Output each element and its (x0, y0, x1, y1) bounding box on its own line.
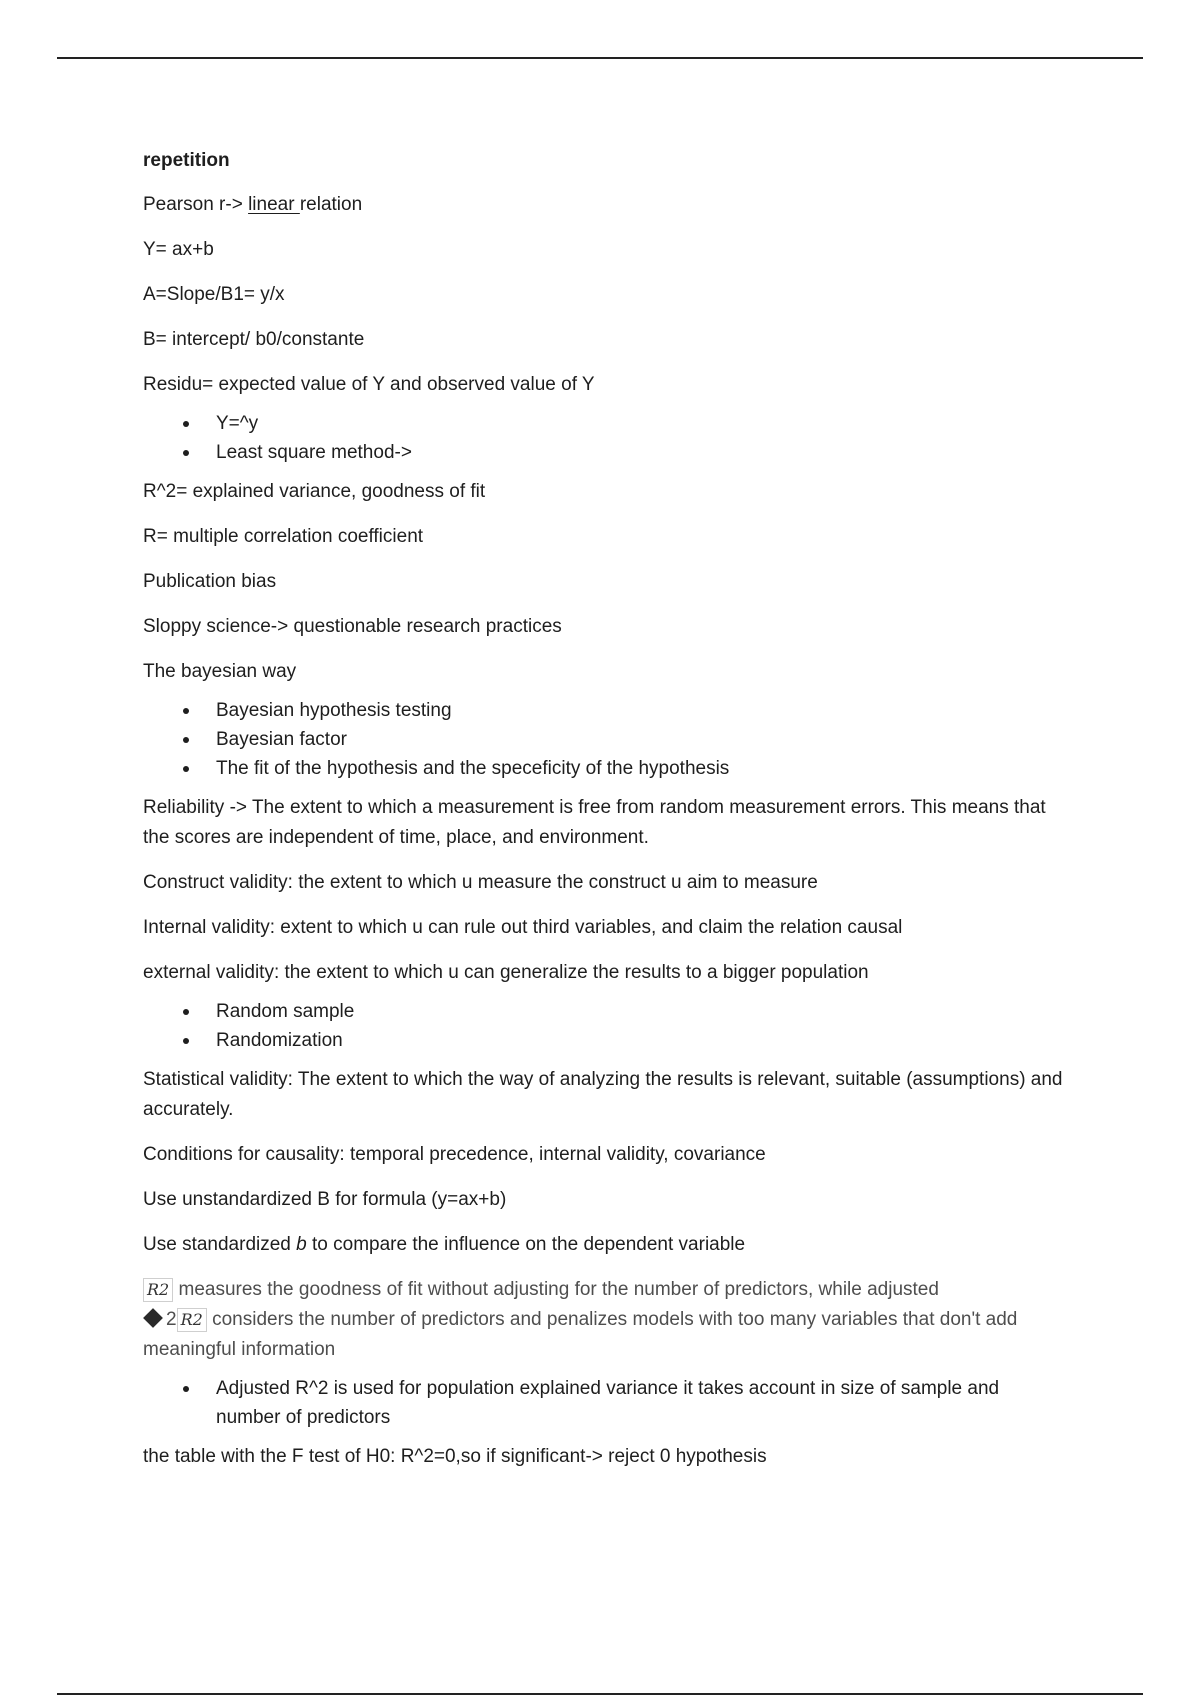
bullet-item: Bayesian hypothesis testing (143, 696, 1063, 725)
text-line: Construct validity: the extent to which u measure the construct u aim to measure (143, 872, 818, 893)
bullet-item: Bayesian factor (143, 725, 1063, 754)
text-line: Sloppy science-> questionable research practices (143, 616, 562, 637)
text-line: Internal validity: extent to which u can rule out third variables, and claim the relation causal (143, 917, 903, 938)
header-rule (57, 57, 1143, 59)
bullet-item: The fit of the hypothesis and the speceficity of the hypothesis (143, 754, 1063, 783)
text-line: R= multiple correlation coefficient (143, 526, 424, 547)
bullet-list (143, 997, 1063, 1055)
bullet-list (143, 409, 1063, 467)
text-line: Use unstandardized B for formula (y=ax+b) (143, 1189, 507, 1210)
text-line: Residu= expected value of Y and observed value of Y (143, 374, 595, 395)
pearson-line (143, 190, 1063, 220)
text-line: The bayesian way (143, 661, 297, 682)
pearson-underlined: linear (248, 194, 300, 215)
text-line: Reliability -> The extent to which a measurement is free from random measurement errors. This means that the scores are independent of time, place, and environment. (143, 797, 1046, 848)
text-line: Y= ax+b (143, 239, 214, 260)
page-title: repetition (143, 150, 230, 171)
bullet-list (143, 696, 1063, 783)
unknown-glyph-icon (143, 1308, 163, 1328)
text-line: the table with the F test of H0: R^2=0,so if significant-> reject 0 hypothesis (143, 1446, 767, 1467)
bullet-item: Random sample (143, 997, 1063, 1026)
text-line: external validity: the extent to which u can generalize the results to a bigger population (143, 962, 869, 983)
r2-paragraph (143, 1275, 1063, 1365)
pearson-suffix: relation (299, 194, 363, 215)
standardized-prefix: Use standardized (143, 1234, 297, 1255)
text-line: Publication bias (143, 571, 277, 592)
standardized-line (143, 1230, 1063, 1260)
text-line: A=Slope/B1= y/x (143, 284, 285, 305)
bullet-item: Y=^y (143, 409, 1063, 438)
bullet-item: Adjusted R^2 is used for population explained variance it takes account in size of sample and number of predictors (143, 1374, 1063, 1432)
standardized-suffix: to compare the influence on the dependent variable (306, 1234, 746, 1255)
document-body (143, 146, 1063, 1487)
text-line: Conditions for causality: temporal precedence, internal validity, covariance (143, 1144, 766, 1165)
r2-digit: 2 (166, 1309, 177, 1330)
footer-rule (57, 1693, 1143, 1695)
bullet-item: Randomization (143, 1026, 1063, 1055)
pearson-prefix: Pearson r-> (143, 194, 249, 215)
math-r2-adjusted: R2 (177, 1308, 207, 1332)
standardized-symbol: b (296, 1234, 307, 1255)
text-line: Statistical validity: The extent to which the way of analyzing the results is relevant, suitable (assumptions) and accurately. (143, 1069, 1063, 1120)
text-line: R^2= explained variance, goodness of fit (143, 481, 486, 502)
r2-text-2: considers the number of predictors and penalizes models with too many variables that don't add meaningful information (143, 1309, 1018, 1360)
math-r2: R2 (143, 1278, 173, 1302)
r2-text-1: measures the goodness of fit without adjusting for the number of predictors, while adjusted (173, 1279, 939, 1300)
text-line: B= intercept/ b0/constante (143, 329, 365, 350)
bullet-item: Least square method-> (143, 438, 1063, 467)
bullet-list (143, 1374, 1063, 1432)
